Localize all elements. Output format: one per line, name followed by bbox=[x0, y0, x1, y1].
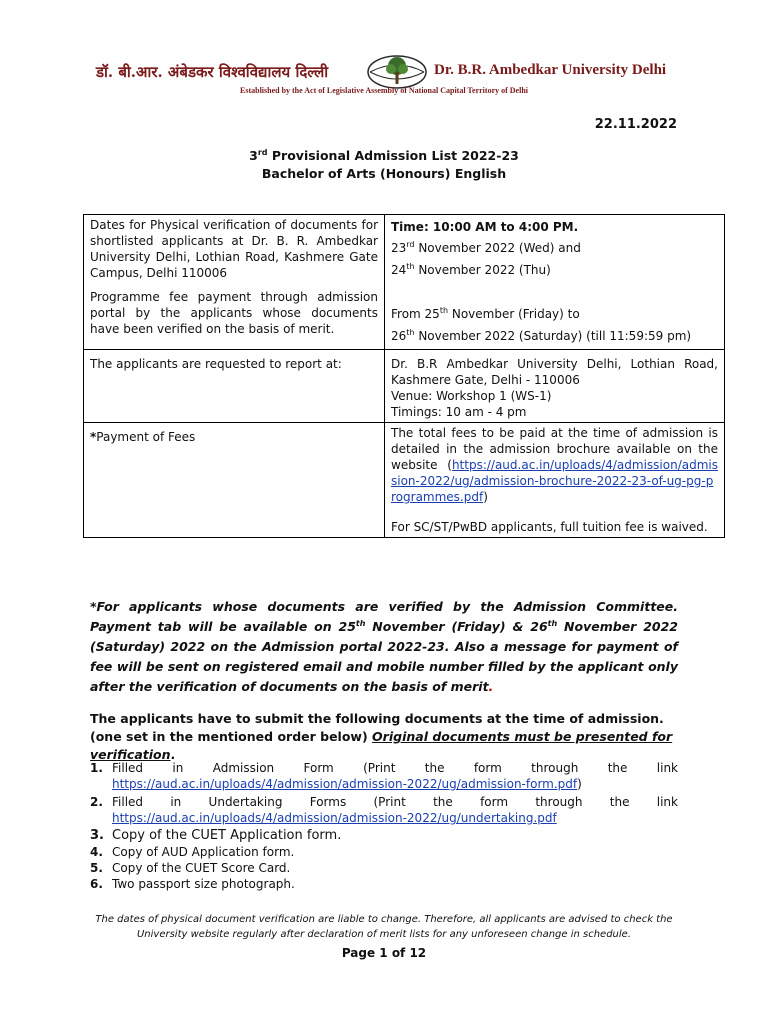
list-item: 6. Two passport size photograph. bbox=[90, 877, 295, 891]
programme-title: Bachelor of Arts (Honours) English bbox=[261, 166, 507, 181]
table-row bbox=[84, 350, 725, 423]
table-row bbox=[84, 215, 725, 350]
page-number: Page 1 of 12 bbox=[341, 946, 427, 960]
establishment-note: Established by the Act of Legislative Assembly of National Capital Territory of Delhi bbox=[240, 86, 528, 95]
report-location-value: Dr. B.R Ambedkar University Delhi, Lothian Road, Kashmere Gate, Delhi - 110006 Venue: Workshop 1 (WS-1) Timings: 10 am - 4 pm bbox=[385, 350, 725, 423]
documents-list bbox=[90, 760, 678, 892]
list-item: 4. Copy of AUD Application form. bbox=[90, 845, 295, 859]
table-row bbox=[84, 423, 725, 538]
footer-disclaimer: The dates of physical document verification are liable to change. Therefore, all applicants are advised to check the University website regularly after declaration of merit lists for any unforeseen change in schedule. bbox=[95, 914, 673, 940]
list-item: 5. Copy of the CUET Score Card. bbox=[90, 861, 291, 875]
list-title: 3rd Provisional Admission List 2022-23 bbox=[249, 147, 519, 163]
university-name-hindi: डॉ. बी.आर. अंबेडकर विश्वविद्यालय दिल्ली bbox=[96, 63, 329, 81]
list-item: 1. Filled in Admission Form (Print the form through the link https://aud.ac.in/uploads/4/admission/admission-2022/ug/admission-form.pdf) bbox=[90, 761, 678, 791]
payment-note: *For applicants whose documents are verified by the Admission Committee. Payment tab will be available on 25th November (Friday) & 26th November 2022 (Saturday) 2022 on the Admission portal 2022-23. Also a message for payment of fee will be sent on registered email and mobile number filled by the applicant only after the verification of documents on the basis of merit. bbox=[90, 599, 678, 694]
university-name-english: Dr. B.R. Ambedkar University Delhi bbox=[434, 62, 667, 78]
list-item: 3. Copy of the CUET Application form. bbox=[90, 828, 342, 843]
documents-instruction: The applicants have to submit the following documents at the time of admission. (one set in the mentioned order below) Original documents must be presented for verification. bbox=[90, 711, 673, 762]
admission-brochure-link[interactable]: https://aud.ac.in/uploads/4/admission/admission-2022/ug/admission-brochure-2022-23-of-ug-pg-programmes.pdf bbox=[391, 458, 718, 504]
payment-of-fees-label: *Payment of Fees bbox=[84, 423, 385, 538]
undertaking-form-link[interactable]: https://aud.ac.in/uploads/4/admission/admission-2022/ug/undertaking.pdf bbox=[112, 811, 557, 825]
document-date: 22.11.2022 bbox=[594, 117, 677, 132]
verification-dates-value: Time: 10:00 AM to 4:00 PM. 23rd November 2022 (Wed) and 24th November 2022 (Thu) From 25th November (Friday) to 26th November 2022 (Saturday) (till 11:59:59 pm) bbox=[385, 215, 725, 350]
report-location-label: The applicants are requested to report at: bbox=[84, 350, 385, 423]
payment-of-fees-value: The total fees to be paid at the time of admission is detailed in the admission brochure available on the website (https://aud.ac.in/uploads/4/admission/admission-2022/ug/admission-brochure-2022-23-of-ug-pg-programmes.pdf) For SC/ST/PwBD applicants, full tuition fee is waived. bbox=[385, 423, 725, 538]
verification-dates-label: Dates for Physical verification of documents for shortlisted applicants at Dr. B. R. Ambedkar University Delhi, Lothian Road, Kashmere Gate Campus, Delhi 110006 Programme fee payment through admission portal by the applicants whose documents have been verified on the basis of merit. bbox=[84, 215, 385, 350]
list-item: 2. Filled in Undertaking Forms (Print the form through the link https://aud.ac.in/uploads/4/admission/admission-2022/ug/undertaking.pdf bbox=[90, 795, 678, 825]
schedule-table bbox=[83, 214, 725, 538]
admission-form-link[interactable]: https://aud.ac.in/uploads/4/admission/admission-2022/ug/admission-form.pdf bbox=[112, 777, 578, 791]
